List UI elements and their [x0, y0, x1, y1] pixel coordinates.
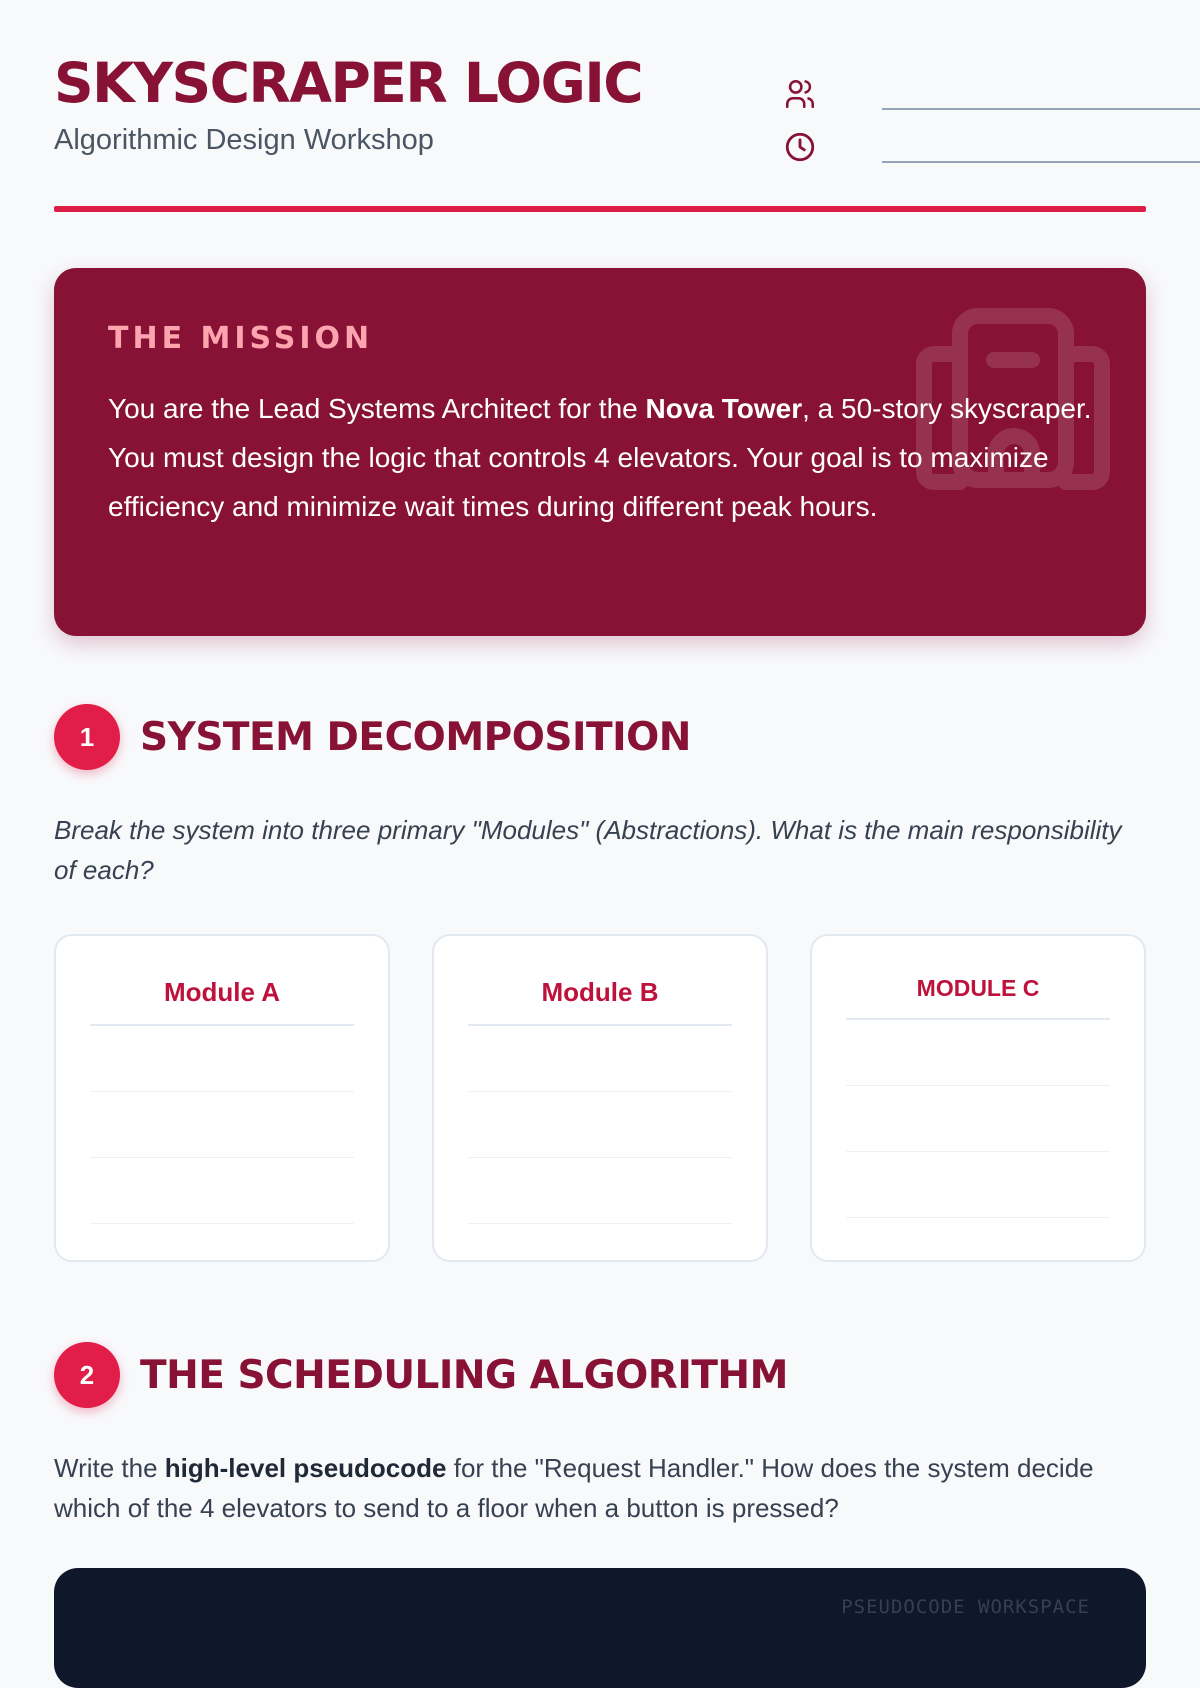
- users-icon: [780, 74, 820, 114]
- module-card-c: [810, 934, 1146, 1262]
- mission-text-intro: You are the Lead Systems Architect for the: [108, 393, 646, 424]
- prompt-emphasis: high-level pseudocode: [164, 1453, 447, 1483]
- prompt-rest: for the "Request Handler." How does the system decide which of the 4 elevators to send to a floor when a button is pressed?: [54, 1453, 1094, 1523]
- team-name-row: [780, 74, 1200, 114]
- module-card-a: [54, 934, 390, 1262]
- page-subtitle: Algorithmic Design Workshop: [54, 124, 434, 156]
- section-1-header: [54, 704, 1146, 770]
- page-title: SKYSCRAPER LOGIC: [54, 51, 643, 115]
- module-title: Module A: [90, 936, 354, 1026]
- section-number-badge: 2: [54, 1342, 120, 1408]
- clock-icon: [780, 127, 820, 167]
- time-field[interactable]: [882, 161, 1200, 163]
- answer-line[interactable]: [846, 1020, 1110, 1086]
- answer-line[interactable]: [468, 1158, 732, 1224]
- mission-text: [108, 384, 1092, 531]
- module-title: MODULE C: [846, 936, 1110, 1020]
- answer-line[interactable]: [90, 1026, 354, 1092]
- section-2-header: [54, 1342, 1146, 1408]
- answer-line[interactable]: [468, 1026, 732, 1092]
- header-divider: [54, 206, 1146, 212]
- pseudocode-workspace[interactable]: [54, 1568, 1146, 1688]
- answer-line[interactable]: [846, 1152, 1110, 1218]
- mission-text-rest: , a 50-story skyscraper. You must design the logic that controls 4 elevators. Your goal is to maximize efficiency and minimize wait times during different peak hours.: [108, 393, 1092, 522]
- module-card-b: [432, 934, 768, 1262]
- module-title: Module B: [468, 936, 732, 1026]
- mission-card: [54, 268, 1146, 636]
- answer-line[interactable]: [90, 1158, 354, 1224]
- tower-name: Nova Tower: [645, 393, 803, 424]
- time-row: [780, 127, 1200, 167]
- module-cards: [54, 934, 1146, 1262]
- section-number-badge: 1: [54, 704, 120, 770]
- team-name-field[interactable]: [882, 108, 1200, 110]
- mission-heading: THE MISSION: [108, 321, 374, 356]
- section-2-prompt: [54, 1448, 1146, 1528]
- answer-line[interactable]: [846, 1086, 1110, 1152]
- answer-line[interactable]: [468, 1092, 732, 1158]
- workspace-label: PSEUDOCODE WORKSPACE: [841, 1596, 1090, 1618]
- page-header: [54, 0, 1146, 214]
- section-title: THE SCHEDULING ALGORITHM: [140, 1352, 788, 1398]
- section-1-prompt: Break the system into three primary "Modules" (Abstractions). What is the main responsibility of each?: [54, 815, 1122, 885]
- prompt-intro: Write the: [54, 1453, 165, 1483]
- section-title: SYSTEM DECOMPOSITION: [140, 714, 691, 760]
- answer-line[interactable]: [90, 1092, 354, 1158]
